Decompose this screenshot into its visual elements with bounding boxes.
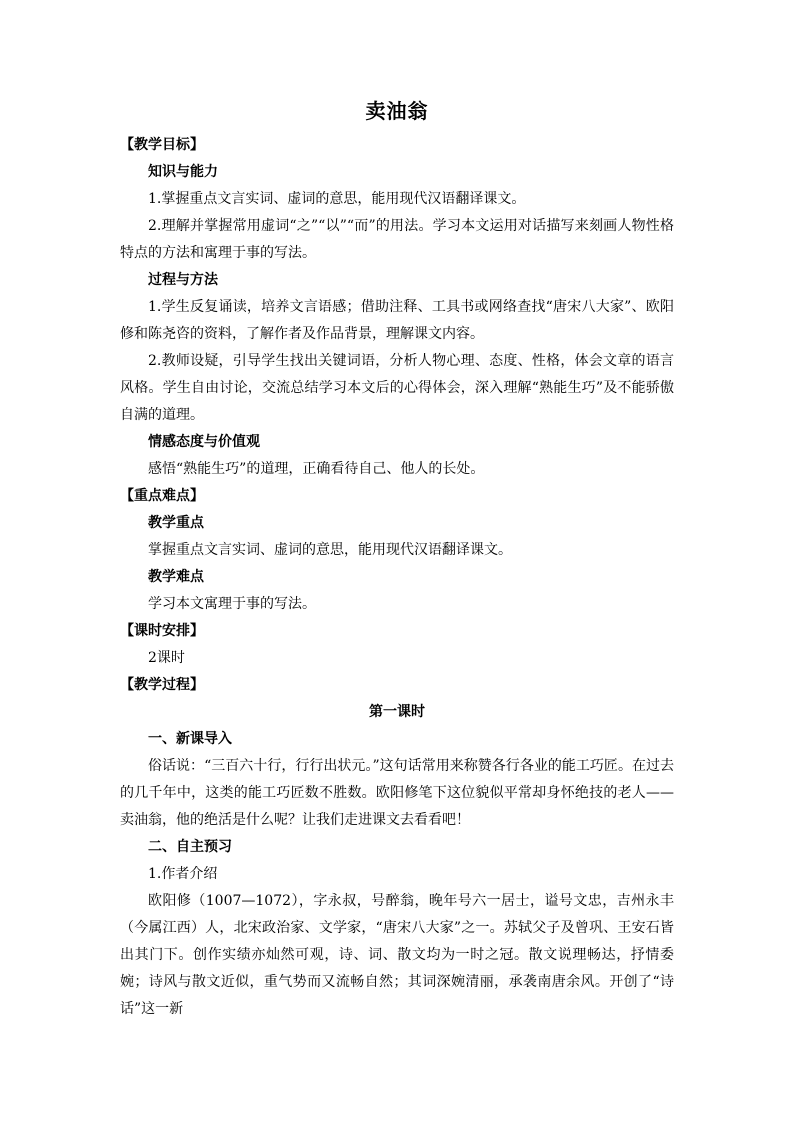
paragraph-schedule-1: 2课时 [148,650,185,666]
paragraph-knowledge-1: 1.掌握重点文言实词、虚词的意思，能用现代汉语翻译课文。 [148,191,526,207]
subheader-new-lesson-intro: 一、新课导入 [148,731,232,747]
section-header-teaching-goals: 【教学目标】 [120,137,204,153]
paragraph-process-1: 1.学生反复诵读，培养文言语感；借助注释、工具书或网络查找“唐宋八大家”、欧阳修和陈尧咨的资料，了解作者及作品背景，理解课文内容。 [120,299,674,342]
paragraph-process-2: 2.教师设疑，引导学生找出关键词语，分析人物心理、态度、性格，体会文章的语言风格。学生自由讨论，交流总结学习本文后的心得体会，深入理解“熟能生巧”及不能骄傲自满的道理。 [120,353,674,423]
section-header-teaching-process: 【教学过程】 [120,677,204,693]
subheader-knowledge-ability: 知识与能力 [148,164,218,180]
paragraph-intro-1: 俗话说：“三百六十行，行行出状元。”这句话常用来称赞各行各业的能工巧匠。在过去的几千年中，这类的能工巧匠数不胜数。欧阳修笔下这位貌似平常却身怀绝技的老人——卖油翁，他的绝活是什么呢？让我们走进课文去看看吧！ [120,758,674,828]
lesson-title-first: 第一课时 [369,704,425,720]
subheader-self-preview: 二、自主预习 [148,839,232,855]
paragraph-knowledge-2: 2.理解并掌握常用虚词“之”“以”“而”的用法。学习本文运用对话描写来刻画人物性格特点的方法和寓理于事的写法。 [120,218,674,261]
subheader-teaching-difficulty: 教学难点 [148,569,204,585]
subheader-process-method: 过程与方法 [148,272,218,288]
section-header-schedule: 【课时安排】 [120,623,204,639]
page-title: 卖油翁 [365,99,429,123]
paragraph-author-1: 欧阳修（1007—1072），字永叔，号醉翁，晚年号六一居士，谥号文忠，吉州永丰（今属江西）人，北宋政治家、文学家，“唐宋八大家”之一。苏轼父子及曾巩、王安石皆出其门下。创作实绩亦灿然可观，诗、词、散文均为一时之冠。散文说理畅达，抒情委婉；诗风与散文近似，重气势而又流畅自然；其词深婉清丽，承袭南唐余风。开创了“诗话”这一新 [120,893,674,1017]
paragraph-difficulty-1: 学习本文寓理于事的写法。 [148,596,316,612]
paragraph-emotion-1: 感悟“熟能生巧”的道理，正确看待自己、他人的长处。 [148,461,485,477]
section-header-key-difficult: 【重点难点】 [120,488,204,504]
paragraph-key-1: 掌握重点文言实词、虚词的意思，能用现代汉语翻译课文。 [148,542,512,558]
subheader-emotion-values: 情感态度与价值观 [148,434,260,450]
subheader-teaching-key: 教学重点 [148,515,204,531]
subheader-author-intro: 1.作者介绍 [148,866,218,882]
